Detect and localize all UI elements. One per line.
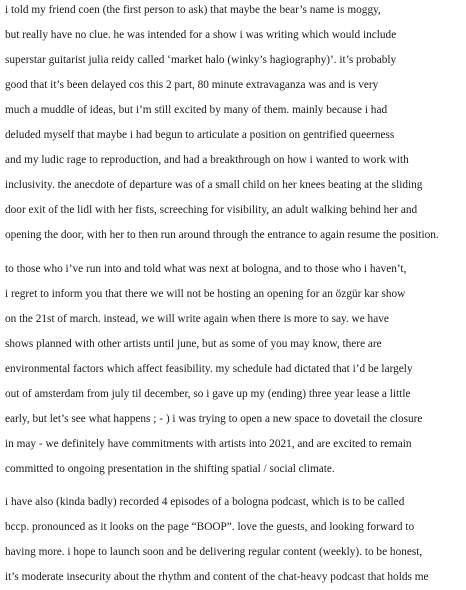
paragraph-2-line-7: early, but let’s see what happens ; - ) i was trying to open a new space to dovetail the closure — [5, 413, 423, 425]
paragraph-1-line-7: and my ludic rage to reproduction, and had a breakthrough on how i wanted to work with — [5, 154, 409, 166]
paragraph-1-line-1: i told my friend coen (the first person to ask) that maybe the bear’s name is moggy, — [5, 4, 381, 16]
paragraph-2-line-4: shows planned with other artists until june, but as some of you may know, there are — [5, 338, 382, 350]
paragraph-1-line-5: much a muddle of ideas, but i’m still excited by many of them. mainly because i had — [5, 104, 388, 116]
paragraph-1-line-10: opening the door, with her to then run around through the entrance to again resume the position. — [5, 229, 439, 241]
paragraph-1-line-4: good that it’s been delayed cos this 2 part, 80 minute extravaganza was and is very — [5, 79, 379, 91]
paragraph-3-line-1: i have also (kinda badly) recorded 4 episodes of a bologna podcast, which is to be called — [5, 496, 405, 508]
paragraph-2-line-9: committed to ongoing presentation in the shifting spatial / social climate. — [5, 463, 335, 475]
paragraph-2-line-2: i regret to inform you that there we will not be hosting an opening for an özgür kar show — [5, 288, 406, 300]
paragraph-2-line-3: on the 21st of march. instead, we will write again when there is more to say. we have — [5, 313, 389, 325]
paragraph-2-line-6: out of amsterdam from july til december, so i gave up my (ending) three year lease a little — [5, 388, 411, 400]
paragraph-2-line-8: in may - we definitely have commitments with artists into 2021, and are excited to remain — [5, 438, 412, 450]
paragraph-3-line-2: bccp. pronounced as it looks on the page “BOOP”. love the guests, and looking forward to — [5, 521, 415, 533]
paragraph-1-line-2: but really have no clue. he was intended for a show i was writing which would include — [5, 29, 397, 41]
paragraph-1-line-8: inclusivity. the anecdote of departure was of a small child on her knees beating at the sliding — [5, 179, 423, 191]
paragraph-1-line-3: superstar guitarist julia reidy called ‘market halo (winky’s hagiography)’. it’s probably — [5, 54, 397, 66]
paragraph-1-line-6: deluded myself that maybe i had begun to articulate a position on gentrified queerness — [5, 129, 395, 141]
paragraph-1-line-9: door exit of the lidl with her fists, screeching for visibility, an adult walking behind her and — [5, 204, 418, 216]
paragraph-3-line-4: it’s moderate insecurity about the rhythm and content of the chat-heavy podcast that holds me — [5, 571, 429, 583]
paragraph-2-line-1: to those who i’ve run into and told what was next at bologna, and to those who i haven’t, — [5, 263, 407, 275]
paragraph-2-line-5: environmental factors which affect feasibility. my schedule had dictated that i’d be largely — [5, 363, 413, 375]
paragraph-3-line-3: having more. i hope to launch soon and be delivering regular content (weekly). to be honest, — [5, 546, 423, 558]
